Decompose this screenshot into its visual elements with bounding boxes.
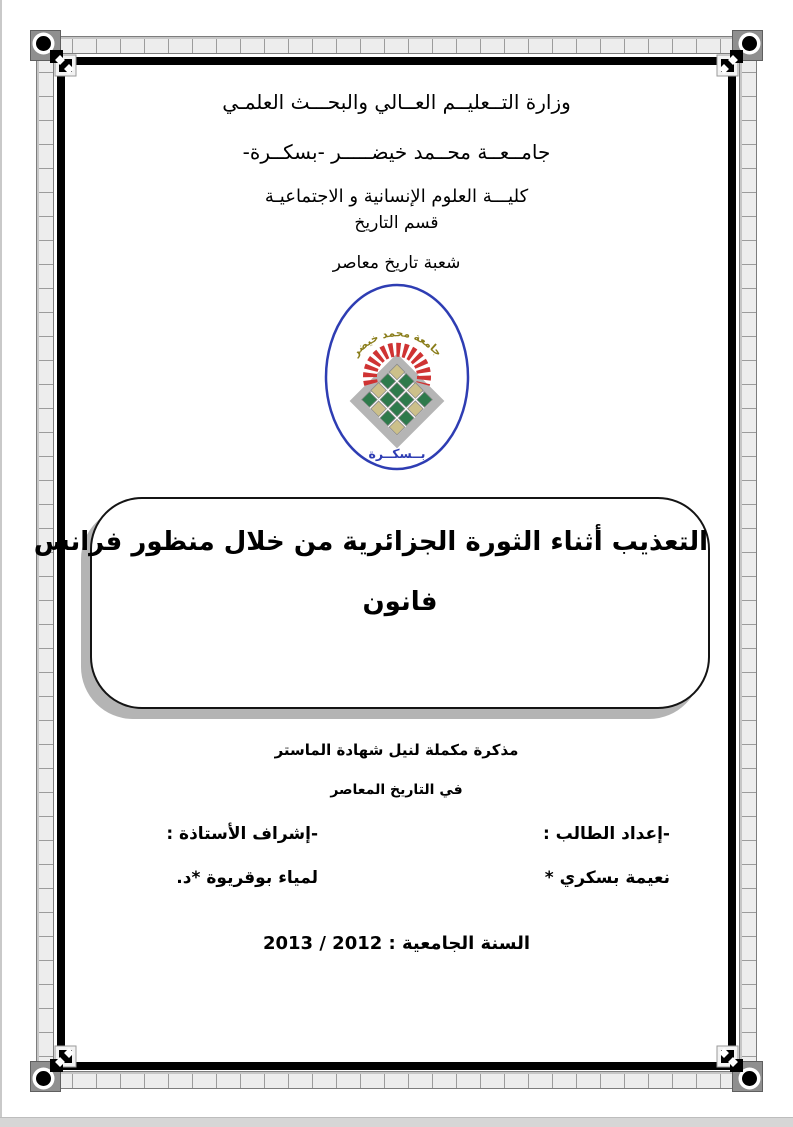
supervisor-name-part: بوقريوة [206,868,273,888]
student-name-part: بسكري [559,868,620,888]
supervisor-label: -إشراف الأستاذة : [166,824,318,844]
memo-type-line: مذكرة مكملة لنيل شهادة الماستر [274,741,519,759]
corner-ornament-bottom-right [715,1044,763,1092]
border-rule-bottom [57,1062,736,1070]
border-rule-left [57,57,65,1070]
border-rule-top [57,57,736,65]
border-band-bottom [48,1071,745,1089]
logo-arc-text: جامعة محمد خيضر [349,327,444,359]
corner-medallion-icon [30,1044,78,1092]
border-rule-right [728,57,736,1070]
institution-header [66,90,727,273]
thesis-title-line-2: فانون [362,587,438,617]
university-emblem-icon [322,282,472,472]
page-edge-bottom [0,1117,793,1127]
supervisor-name [168,868,318,888]
corner-ornament-top-left [30,30,78,78]
thesis-title-box [33,497,710,709]
corner-ornament-top-right [715,30,763,78]
student-name-part: نعيمة [625,868,670,888]
logo-city-text: بــسكــرة [368,446,425,461]
university-line: جامــعــة محــمد خيضـــــر -بسكــرة- [242,140,551,164]
supervisor-name-part: *د. [176,868,201,888]
student-name [543,868,670,888]
student-name-part: * [544,868,554,888]
branch-line: شعبة تاريخ معاصر [332,252,461,273]
supervisor-section [168,824,318,888]
student-section [543,824,670,888]
academic-year-line: السنة الجامعية : 2012 / 2013 [262,933,531,954]
corner-medallion-icon [715,30,763,78]
student-label: -إعداد الطالب : [542,824,670,844]
thesis-title-line-1: التعذيب أثناء الثورة الجزائرية من خلال منظور فرانس [33,527,708,557]
corner-medallion-icon [715,1044,763,1092]
faculty-line: كليـــة العلوم الإنسانية و الاجتماعيـة [264,186,529,207]
memo-field-line: في التاريخ المعاصر [330,782,463,798]
page-edge-left [0,0,2,1127]
border-band-right [739,48,757,1079]
corner-medallion-icon [30,30,78,78]
ministry-line: وزارة التــعليــم العــالي والبحـــث العلمـي [222,90,571,114]
border-band-left [36,48,54,1079]
university-logo [322,282,472,476]
corner-ornament-bottom-left [30,1044,78,1092]
supervisor-name-part: لمياء [278,868,318,888]
department-line: قسم التاريخ [354,212,439,233]
border-band-top [48,36,745,54]
